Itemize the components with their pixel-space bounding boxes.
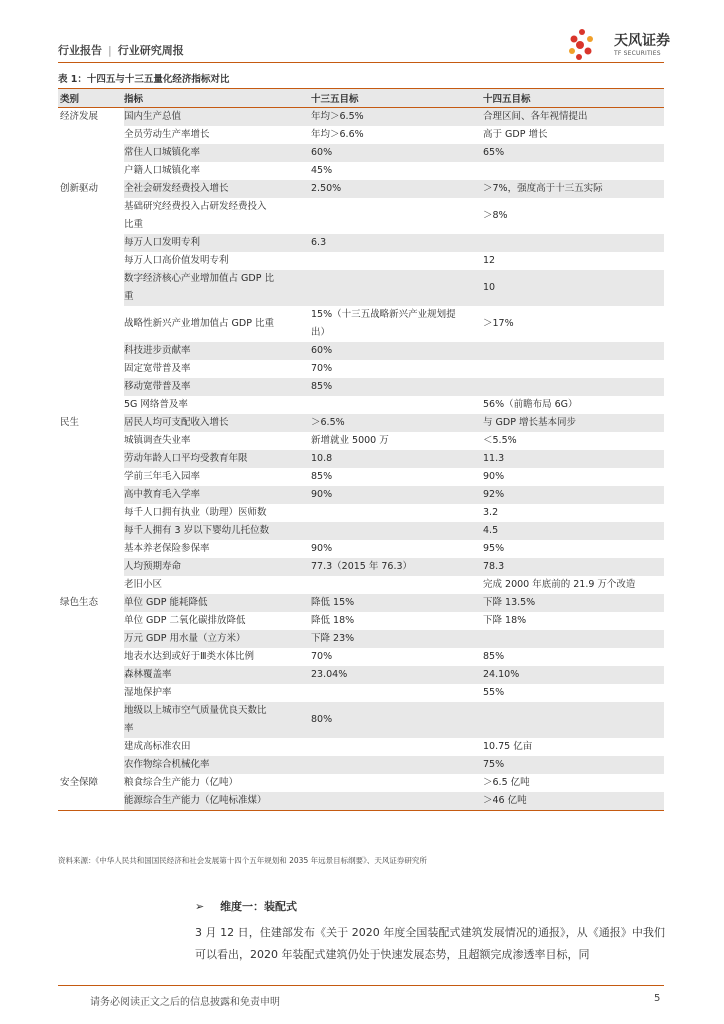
table-row [58, 666, 664, 684]
cell-category: 安全保障 [60, 777, 99, 788]
table-row [58, 792, 664, 811]
cell-indicator [124, 306, 311, 342]
cell-indicator [124, 432, 311, 450]
cell-indicator-line: 地表水达到或好于Ⅲ类水体比例 [124, 651, 255, 662]
cell-14th-target [483, 756, 664, 774]
cell-category [58, 270, 124, 306]
cell-indicator [124, 666, 311, 684]
cell-category [58, 432, 124, 450]
cell-category [58, 252, 124, 270]
cell-14th-target-line: ＞8% [483, 210, 508, 221]
table-row [58, 702, 664, 738]
table-row [58, 576, 664, 594]
cell-14th-target [483, 594, 664, 612]
cell-indicator [124, 468, 311, 486]
table-row [58, 612, 664, 630]
cell-14th-target [483, 612, 664, 630]
cell-13th-target-line: 70% [311, 363, 333, 374]
cell-indicator-line: 单位 GDP 二氧化碳排放降低 [124, 615, 246, 626]
cell-category: 经济发展 [60, 111, 99, 122]
table-row [58, 126, 664, 144]
cell-category [58, 576, 124, 594]
cell-13th-target [311, 684, 483, 702]
report-header [58, 42, 184, 58]
cell-13th-target-line: 90% [311, 543, 333, 554]
cell-14th-target [483, 270, 664, 306]
cell-13th-target-line: 出） [311, 327, 331, 338]
cell-14th-target-line: 95% [483, 543, 505, 554]
cell-indicator-line: 地级以上城市空气质量优良天数比 [124, 705, 267, 716]
cell-13th-target [311, 270, 483, 306]
cell-13th-target-line: 10.8 [311, 453, 333, 464]
table-row [58, 198, 664, 234]
cell-indicator-line: 单位 GDP 能耗降低 [124, 597, 208, 608]
cell-14th-target-line: ＞46 亿吨 [483, 795, 527, 806]
cell-indicator [124, 504, 311, 522]
cell-indicator [124, 234, 311, 252]
cell-indicator [124, 684, 311, 702]
cell-14th-target-line: 10.75 亿亩 [483, 741, 533, 752]
cell-14th-target [483, 234, 664, 252]
cell-category [58, 396, 124, 414]
cell-category [58, 126, 124, 144]
cell-indicator [124, 486, 311, 504]
cell-14th-target [483, 198, 664, 234]
cell-indicator-line: 建成高标准农田 [124, 741, 191, 752]
cell-14th-target [483, 540, 664, 558]
cell-14th-target [483, 666, 664, 684]
cell-14th-target [483, 432, 664, 450]
cell-indicator [124, 756, 311, 774]
cell-indicator-line: 率 [124, 723, 134, 734]
cell-indicator-line: 高中教育毛入学率 [124, 489, 201, 500]
cell-13th-target [311, 792, 483, 811]
cell-14th-target-line: 3.2 [483, 507, 499, 518]
cell-13th-target-line: 降低 18% [311, 615, 355, 626]
cell-14th-target-line: 合理区间、各年视情提出 [483, 111, 588, 122]
cell-14th-target [483, 396, 664, 414]
cell-13th-target [311, 576, 483, 594]
cell-indicator-line: 学前三年毛入园率 [124, 471, 201, 482]
cell-category [58, 612, 124, 630]
cell-13th-target-line: 80% [311, 714, 333, 725]
cell-indicator [124, 702, 311, 738]
cell-indicator [124, 144, 311, 162]
cell-14th-target [483, 342, 664, 360]
arrow-bullet-icon: ➢ [195, 900, 205, 913]
cell-13th-target-line: 60% [311, 147, 333, 158]
cell-14th-target-line: 92% [483, 489, 505, 500]
cell-indicator [124, 252, 311, 270]
cell-indicator-line: 人均预期寿命 [124, 561, 182, 572]
cell-indicator-line: 农作物综合机械化率 [124, 759, 210, 770]
cell-13th-target-line: 45% [311, 165, 333, 176]
table-row [58, 594, 664, 612]
cell-14th-target [483, 774, 664, 792]
cell-indicator-line: 劳动年龄人口平均受教育年限 [124, 453, 248, 464]
cell-14th-target [483, 450, 664, 468]
cell-indicator [124, 594, 311, 612]
table-row [58, 414, 664, 432]
cell-category [58, 702, 124, 738]
table-row [58, 648, 664, 666]
table-row [58, 306, 664, 342]
cell-category [58, 558, 124, 576]
cell-13th-target-line: 60% [311, 345, 333, 356]
cell-category [58, 144, 124, 162]
cell-category [58, 360, 124, 378]
cell-14th-target [483, 630, 664, 648]
cell-indicator-line: 战略性新兴产业增加值占 GDP 比重 [124, 318, 274, 329]
body-paragraph: 3 月 12 日，住建部发布《关于 2020 年度全国装配式建筑发展情况的通报》，从《通报》中我们可以看出，2020 年装配式建筑仍处于快速发展态势，且超额完成渗透率目标，同 [195, 926, 665, 961]
cell-13th-target-line: 下降 23% [311, 633, 355, 644]
table-row [58, 180, 664, 198]
cell-13th-target [311, 234, 483, 252]
cell-indicator-line: 科技进步贡献率 [124, 345, 191, 356]
cell-13th-target-line: 85% [311, 471, 333, 482]
cell-13th-target [311, 360, 483, 378]
cell-indicator-line: 居民人均可支配收入增长 [124, 417, 229, 428]
cell-indicator [124, 648, 311, 666]
cell-indicator [124, 576, 311, 594]
table-row [58, 342, 664, 360]
cell-category [58, 648, 124, 666]
cell-13th-target-line: 新增就业 5000 万 [311, 435, 389, 446]
cell-13th-target [311, 432, 483, 450]
cell-13th-target [311, 126, 483, 144]
table-row [58, 432, 664, 450]
cell-category [58, 792, 124, 811]
cell-13th-target [311, 144, 483, 162]
cell-13th-target [311, 342, 483, 360]
cell-13th-target [311, 468, 483, 486]
table-row [58, 396, 664, 414]
cell-14th-target-line: ＜5.5% [483, 435, 517, 446]
section-heading [195, 898, 297, 914]
cell-category [58, 504, 124, 522]
cell-14th-target [483, 108, 664, 127]
cell-13th-target-line: 90% [311, 489, 333, 500]
cell-indicator-line: 国内生产总值 [124, 111, 182, 122]
cell-14th-target [483, 558, 664, 576]
source-note: 资料来源：《中华人民共和国国民经济和社会发展第十四个五年规划和 2035 年远景目标纲要》、天风证券研究所 [58, 856, 427, 865]
cell-indicator [124, 414, 311, 432]
cell-14th-target [483, 360, 664, 378]
cell-13th-target-line: 2.50% [311, 183, 342, 194]
cell-indicator-line: 户籍人口城镇化率 [124, 165, 201, 176]
table-row [58, 108, 664, 127]
cell-indicator [124, 270, 311, 306]
table-row [58, 234, 664, 252]
cell-13th-target [311, 702, 483, 738]
cell-indicator [124, 162, 311, 180]
cell-indicator-line: 基本养老保险参保率 [124, 543, 210, 554]
cell-14th-target [483, 504, 664, 522]
cell-indicator-line: 重 [124, 291, 134, 302]
cell-14th-target-line: 65% [483, 147, 505, 158]
header-rule [58, 62, 664, 63]
indicator-table [58, 88, 664, 811]
table-row [58, 468, 664, 486]
cell-14th-target-line: ＞17% [483, 318, 514, 329]
cell-13th-target [311, 162, 483, 180]
cell-13th-target [311, 504, 483, 522]
cell-indicator-line: 固定宽带普及率 [124, 363, 191, 374]
logo-name: 天风证券 [614, 33, 670, 49]
header-14th-target: 十四五目标 [483, 89, 664, 108]
cell-indicator-line: 常住人口城镇化率 [124, 147, 201, 158]
cell-13th-target [311, 252, 483, 270]
cell-indicator [124, 378, 311, 396]
cell-indicator [124, 180, 311, 198]
cell-13th-target [311, 486, 483, 504]
table-header-row [58, 89, 664, 108]
cell-14th-target-line: 高于 GDP 增长 [483, 129, 548, 140]
cell-14th-target-line: 下降 18% [483, 615, 527, 626]
cell-13th-target [311, 414, 483, 432]
cell-13th-target-line: 年均＞6.5% [311, 111, 364, 122]
header-separator: | [108, 44, 112, 57]
cell-13th-target [311, 522, 483, 540]
cell-14th-target [483, 252, 664, 270]
cell-13th-target [311, 630, 483, 648]
cell-indicator-line: 每千人口拥有执业（助理）医师数 [124, 507, 267, 518]
cell-13th-target [311, 774, 483, 792]
cell-14th-target [483, 702, 664, 738]
cell-14th-target [483, 684, 664, 702]
table-row [58, 144, 664, 162]
cell-indicator-line: 万元 GDP 用水量（立方米） [124, 633, 246, 644]
section-title: 维度一：装配式 [220, 900, 298, 913]
cell-indicator-line: 城镇调查失业率 [124, 435, 191, 446]
cell-13th-target [311, 612, 483, 630]
cell-13th-target-line: 70% [311, 651, 333, 662]
cell-category [58, 378, 124, 396]
cell-14th-target-line: 78.3 [483, 561, 505, 572]
footer-disclaimer: 请务必阅读正文之后的信息披露和免责申明 [90, 997, 280, 1008]
header-indicator: 指标 [124, 89, 311, 108]
cell-13th-target-line: 降低 15% [311, 597, 355, 608]
cell-13th-target [311, 738, 483, 756]
cell-indicator [124, 450, 311, 468]
cell-13th-target-line: 85% [311, 381, 333, 392]
table-row [58, 486, 664, 504]
cell-indicator-line: 每万人口高价值发明专利 [124, 255, 229, 266]
cell-14th-target [483, 792, 664, 811]
cell-14th-target-line: 11.3 [483, 453, 505, 464]
cell-indicator [124, 630, 311, 648]
table-row [58, 378, 664, 396]
cell-indicator-line: 粮食综合生产能力（亿吨） [124, 777, 239, 788]
cell-indicator-line: 基础研究经费投入占研发经费投入 [124, 201, 267, 212]
cell-indicator [124, 540, 311, 558]
cell-category [58, 450, 124, 468]
cell-category [58, 522, 124, 540]
cell-14th-target-line: ＞6.5 亿吨 [483, 777, 530, 788]
table-row [58, 270, 664, 306]
report-type: 行业报告 [58, 44, 102, 57]
cell-indicator-line: 全员劳动生产率增长 [124, 129, 210, 140]
cell-14th-target-line: 10 [483, 282, 496, 293]
table-row [58, 684, 664, 702]
cell-13th-target [311, 666, 483, 684]
cell-indicator [124, 342, 311, 360]
table-row [58, 504, 664, 522]
cell-category [58, 162, 124, 180]
cell-13th-target [311, 540, 483, 558]
cell-indicator-line: 能源综合生产能力（亿吨标准煤） [124, 795, 267, 806]
cell-indicator-line: 比重 [124, 219, 144, 230]
cell-category [58, 684, 124, 702]
cell-14th-target [483, 648, 664, 666]
cell-indicator [124, 774, 311, 792]
cell-indicator [124, 792, 311, 811]
cell-indicator [124, 612, 311, 630]
cell-indicator-line: 5G 网络普及率 [124, 399, 188, 410]
cell-category: 创新驱动 [60, 183, 99, 194]
cell-14th-target-line: 4.5 [483, 525, 499, 536]
cell-14th-target-line: 与 GDP 增长基本同步 [483, 417, 576, 428]
cell-category [58, 738, 124, 756]
table-row [58, 738, 664, 756]
cell-13th-target-line: ＞6.5% [311, 417, 345, 428]
cell-14th-target-line: 90% [483, 471, 505, 482]
cell-14th-target-line: 56%（前瞻布局 6G） [483, 399, 578, 410]
cell-indicator-line: 湿地保护率 [124, 687, 172, 698]
cell-14th-target [483, 144, 664, 162]
cell-14th-target [483, 378, 664, 396]
cell-13th-target [311, 378, 483, 396]
table-row [58, 522, 664, 540]
cell-indicator [124, 108, 311, 127]
cell-14th-target-line: 55% [483, 687, 505, 698]
table-row [58, 360, 664, 378]
cell-indicator-line: 移动宽带普及率 [124, 381, 191, 392]
cell-14th-target [483, 468, 664, 486]
cell-category [58, 630, 124, 648]
cell-category [58, 486, 124, 504]
cell-13th-target [311, 108, 483, 127]
cell-14th-target [483, 306, 664, 342]
logo-sub: TF SECURITIES [614, 50, 661, 57]
cell-category [58, 198, 124, 234]
cell-13th-target [311, 594, 483, 612]
header-13th-target: 十三五目标 [311, 89, 483, 108]
cell-category: 绿色生态 [60, 597, 99, 608]
cell-13th-target [311, 450, 483, 468]
cell-13th-target [311, 648, 483, 666]
table-row [58, 630, 664, 648]
cell-13th-target [311, 180, 483, 198]
table-row [58, 450, 664, 468]
cell-14th-target [483, 162, 664, 180]
cell-category [58, 756, 124, 774]
cell-category [58, 342, 124, 360]
cell-13th-target-line: 年均＞6.6% [311, 129, 364, 140]
cell-category [58, 666, 124, 684]
cell-14th-target [483, 576, 664, 594]
cell-category [58, 468, 124, 486]
cell-14th-target [483, 414, 664, 432]
cell-category [58, 306, 124, 342]
cell-14th-target-line: 12 [483, 255, 496, 266]
page-number: 5 [654, 993, 661, 1004]
cell-14th-target-line: 下降 13.5% [483, 597, 536, 608]
cell-indicator [124, 396, 311, 414]
cell-13th-target [311, 306, 483, 342]
cell-13th-target-line: 77.3（2015 年 76.3） [311, 561, 413, 572]
cell-indicator-line: 森林覆盖率 [124, 669, 172, 680]
cell-14th-target [483, 126, 664, 144]
table-row [58, 558, 664, 576]
cell-indicator [124, 738, 311, 756]
cell-14th-target-line: ＞7%，强度高于十三五实际 [483, 183, 603, 194]
cell-13th-target [311, 756, 483, 774]
cell-indicator-line: 数字经济核心产业增加值占 GDP 比 [124, 273, 274, 284]
cell-indicator [124, 360, 311, 378]
cell-14th-target [483, 486, 664, 504]
table-row [58, 774, 664, 792]
table-row [58, 252, 664, 270]
cell-14th-target [483, 522, 664, 540]
cell-indicator [124, 198, 311, 234]
cell-13th-target-line: 15%（十三五战略新兴产业规划提 [311, 309, 456, 320]
cell-13th-target [311, 396, 483, 414]
cell-indicator-line: 老旧小区 [124, 579, 163, 590]
footer-rule [58, 985, 664, 986]
cell-14th-target-line: 24.10% [483, 669, 520, 680]
cell-indicator-line: 全社会研发经费投入增长 [124, 183, 229, 194]
cell-13th-target-line: 23.04% [311, 669, 348, 680]
table-row [58, 540, 664, 558]
cell-13th-target [311, 558, 483, 576]
header-category: 类别 [58, 89, 124, 108]
cell-13th-target-line: 6.3 [311, 237, 327, 248]
report-name: 行业研究周报 [117, 44, 184, 57]
cell-13th-target [311, 198, 483, 234]
table-row [58, 756, 664, 774]
cell-indicator [124, 126, 311, 144]
table-caption: 表 1：十四五与十三五量化经济指标对比 [58, 74, 230, 85]
cell-14th-target [483, 180, 664, 198]
cell-14th-target [483, 738, 664, 756]
cell-14th-target-line: 75% [483, 759, 505, 770]
cell-category [58, 234, 124, 252]
table-row [58, 162, 664, 180]
cell-indicator-line: 每万人口发明专利 [124, 237, 201, 248]
cell-14th-target-line: 完成 2000 年底前的 21.9 万个改造 [483, 579, 636, 590]
cell-category [58, 540, 124, 558]
cell-category: 民生 [60, 417, 80, 428]
cell-indicator [124, 522, 311, 540]
cell-indicator-line: 每千人拥有 3 岁以下婴幼儿托位数 [124, 525, 270, 536]
cell-14th-target-line: 85% [483, 651, 505, 662]
cell-indicator [124, 558, 311, 576]
